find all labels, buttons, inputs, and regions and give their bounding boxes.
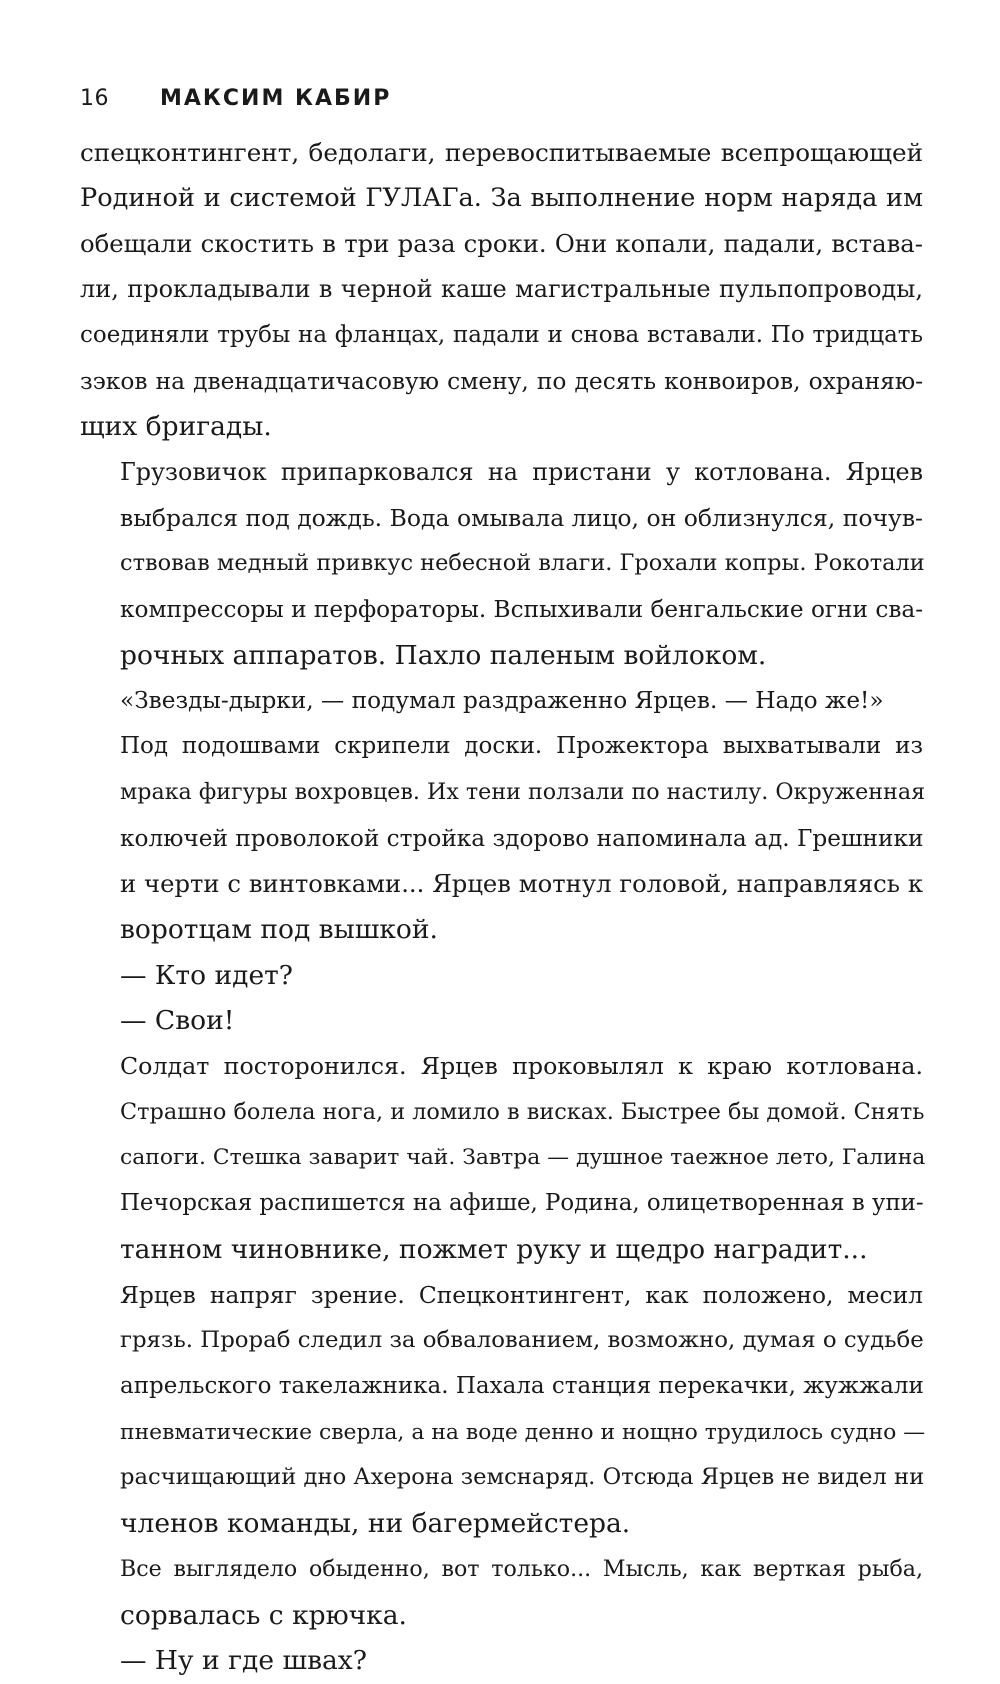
paragraph: [80, 1638, 923, 1684]
paragraph: [80, 450, 923, 679]
text-line: Печорская распишется на афише, Родина, олицетворенная в упи-: [120, 1190, 924, 1217]
text-line: и черти с винтовками... Ярцев мотнул головой, направляясь к: [120, 869, 923, 899]
text-line: Все выглядело обыденно, вот только... Мысль, как верткая рыба,: [120, 1555, 923, 1582]
paragraph: [80, 724, 926, 953]
page-number: 16: [80, 86, 109, 111]
text-line: членов команды, ни багермейстера.: [120, 1508, 631, 1540]
text-line: апрельского такелажника. Пахала станция перекачки, жужжали: [120, 1372, 924, 1399]
text-line: соединяли трубы на фланцах, падали и снова вставали. По тридцать: [80, 321, 923, 348]
text-line: — Кто идет?: [120, 959, 294, 991]
text-line: танном чиновнике, пожмет руку и щедро наградит...: [120, 1233, 868, 1265]
text-line: Родиной и системой ГУЛАГа. За выполнение норм наряда им: [80, 182, 923, 213]
text-line: рочных аппаратов. Пахло паленым войлоком.: [120, 639, 767, 671]
paragraph: [80, 130, 923, 450]
paragraph: [80, 953, 923, 999]
text-line: сорвалась с крючка.: [120, 1599, 407, 1631]
paragraph: [80, 1547, 923, 1638]
text-line: компрессоры и перфораторы. Вспыхивали бенгальские огни сва-: [120, 596, 924, 624]
text-line: грязь. Прораб следил за обвалованием, возможно, думая о судьбе: [120, 1327, 924, 1354]
paragraph: [80, 998, 923, 1044]
text-line: спецконтингент, бедолаги, перевоспитываемые всепрощающей: [80, 138, 923, 167]
text-line: Грузовичок припарковался на пристани у котлована. Ярцев: [120, 457, 923, 486]
text-line: расчищающий дно Ахерона земснаряд. Отсюда Ярцев не видел ни: [120, 1464, 925, 1491]
text-line: «Звезды-дырки, — подумал раздраженно Ярцев. — Надо же!»: [120, 687, 884, 715]
running-head: [80, 86, 923, 130]
paragraph: [80, 1273, 926, 1547]
text-line: зэков на двенадцатичасовую смену, по десять конвоиров, охраняю-: [80, 367, 923, 395]
text-line: Страшно болела нога, и ломило в висках. Быстрее бы домой. Снять: [120, 1098, 925, 1125]
text-line: пневматические сверла, а на воде денно и нощно трудилось судно —: [120, 1419, 926, 1445]
paragraph: [80, 678, 923, 724]
text-line: ли, прокладывали в черной каше магистральные пульпопроводы,: [80, 275, 923, 304]
text-line: мрака фигуры вохровцев. Их тени ползали по настилу. Окруженная: [120, 778, 926, 805]
text-line: — Ну и где швах?: [120, 1645, 367, 1677]
book-page: [80, 86, 926, 1684]
text-line: — Свои!: [120, 1005, 235, 1037]
text-line: сапоги. Стешка заварит чай. Завтра — душное таежное лето, Галина: [120, 1145, 926, 1171]
text-line: Под подошвами скрипели доски. Прожектора выхватывали из: [120, 733, 923, 760]
text-line: выбрался под дождь. Вода омывала лицо, он облизнулся, почув-: [120, 503, 923, 532]
paragraph: [80, 1044, 926, 1273]
text-line: щих бригады.: [80, 411, 272, 443]
text-line: Ярцев напряг зрение. Спецконтингент, как положено, месил: [120, 1280, 923, 1309]
body-text: [80, 130, 926, 1684]
text-line: Солдат посторонился. Ярцев проковылял к краю котлована.: [120, 1052, 923, 1081]
text-line: воротцам под вышкой.: [120, 913, 438, 945]
text-line: обещали скостить в три раза сроки. Они копали, падали, встава-: [80, 229, 923, 259]
author-name: МАКСИМ КАБИР: [160, 86, 392, 111]
text-line: колючей проволокой стройка здорово напоминала ад. Грешники: [120, 824, 924, 852]
text-line: ствовав медный привкус небесной влаги. Грохали копры. Рокотали: [120, 550, 925, 577]
